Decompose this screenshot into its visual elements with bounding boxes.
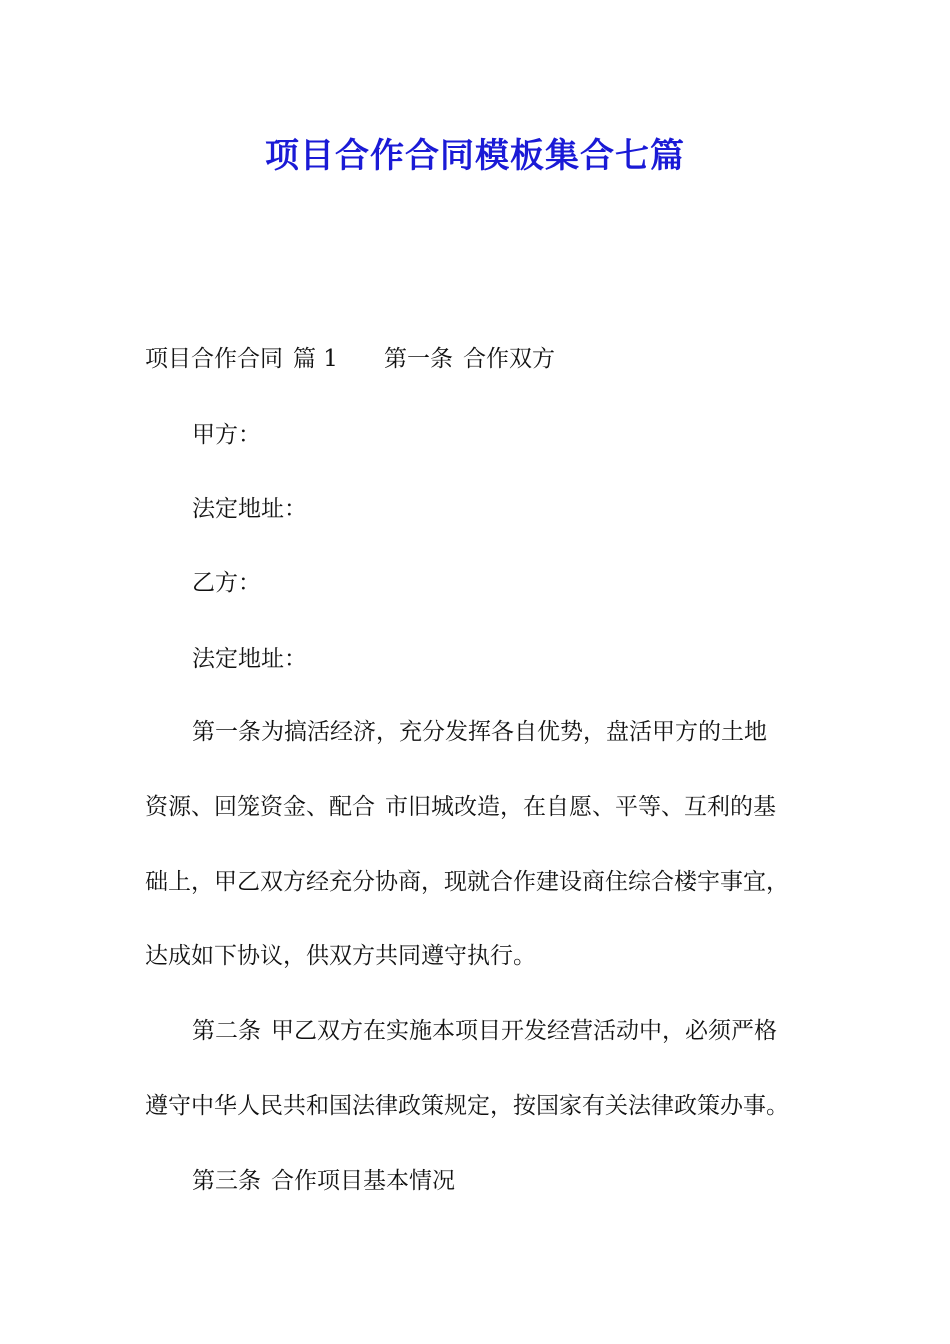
party-b-label: 乙方：: [192, 570, 261, 596]
clause-1-title: 合作双方: [462, 346, 555, 372]
party-b-address-label: 法定地址：: [192, 646, 307, 672]
clause-2-label: 第二条: [192, 1018, 261, 1044]
clause-2-line-1: [192, 1016, 862, 1046]
clause-1-line-2-part-a: 资源、回笼资金、配合: [145, 794, 375, 820]
clause-1-line-3: 础上，甲乙双方经充分协商，现就合作建设商住综合楼宇事宜，: [145, 869, 789, 895]
section-heading: [145, 344, 815, 374]
clause-2-line-2: 遵守中华人民共和国法律政策规定，按国家有关法律政策办事。: [145, 1093, 789, 1119]
clause-1-line-1: 第一条为搞活经济，充分发挥各自优势，盘活甲方的土地: [192, 719, 767, 745]
clause-1-label: 第一条: [383, 346, 453, 372]
document-title: 项目合作合同模板集合七篇: [265, 136, 685, 176]
clause-3-heading: [192, 1166, 862, 1196]
section-number: 篇 1: [293, 346, 338, 372]
clause-1-line-4: 达成如下协议，供双方共同遵守执行。: [145, 943, 536, 969]
clause-1-line-2-part-b: 市旧城改造，在自愿、平等、互利的基: [385, 794, 776, 820]
clause-1-line-2: [145, 792, 815, 822]
party-a-label: 甲方：: [192, 422, 261, 448]
section-title: 项目合作合同: [145, 346, 283, 372]
clause-3-label: 第三条: [192, 1168, 261, 1194]
clause-3-title: 合作项目基本情况: [271, 1168, 455, 1194]
clause-2-text-1: 甲乙双方在实施本项目开发经营活动中，必须严格: [271, 1018, 777, 1044]
party-a-address-label: 法定地址：: [192, 496, 307, 522]
